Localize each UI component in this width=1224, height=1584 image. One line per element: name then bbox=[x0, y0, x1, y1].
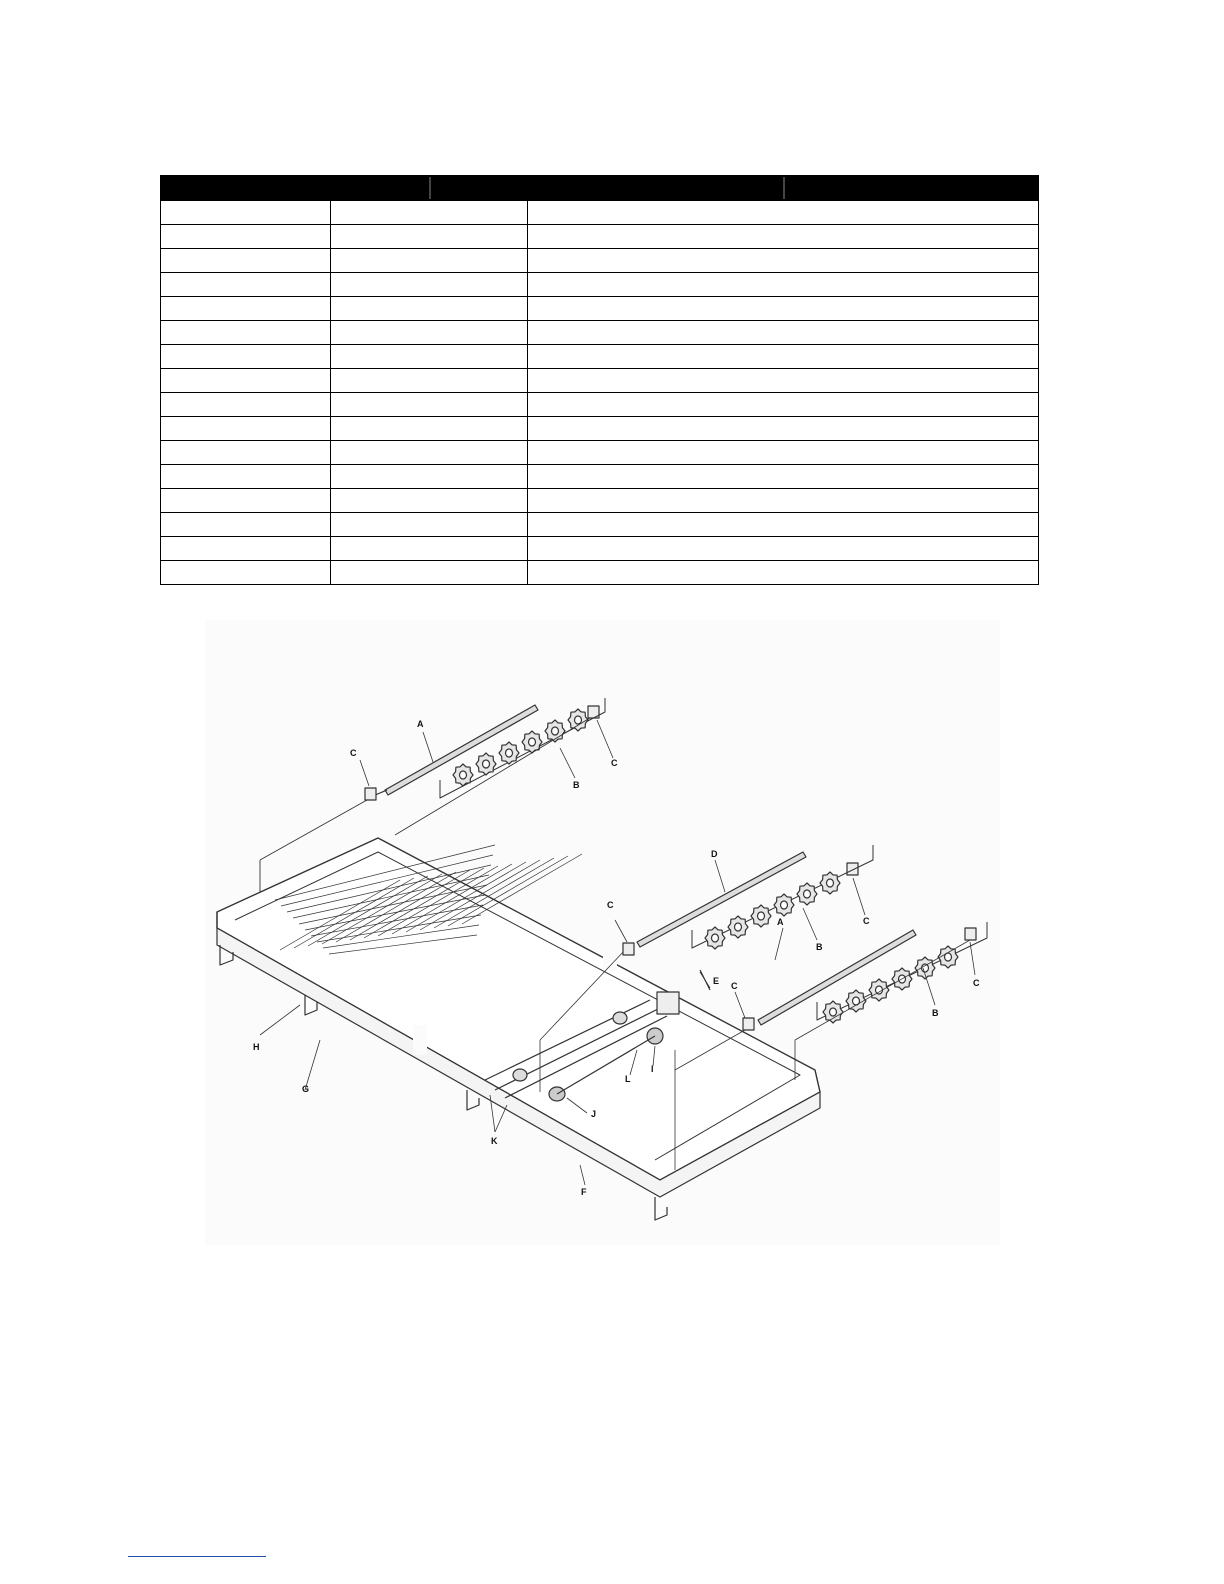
table-cell bbox=[161, 369, 331, 393]
table-cell bbox=[528, 249, 1039, 273]
table-row bbox=[161, 369, 1039, 393]
end-cap-c-right bbox=[847, 863, 858, 875]
callout-f: F bbox=[581, 1187, 587, 1197]
table-cell bbox=[161, 561, 331, 585]
gear-wheel bbox=[705, 927, 725, 949]
table-row bbox=[161, 513, 1039, 537]
callout-e: E bbox=[713, 976, 720, 986]
table-cell bbox=[161, 417, 331, 441]
table-cell bbox=[528, 513, 1039, 537]
table-cell bbox=[331, 249, 528, 273]
callout-c: C bbox=[973, 978, 980, 988]
table-cell bbox=[528, 369, 1039, 393]
gear-wheel bbox=[728, 916, 748, 938]
callout-c: C bbox=[863, 916, 870, 926]
column-separator bbox=[783, 177, 785, 199]
gear-wheel bbox=[823, 1001, 843, 1023]
table-header-row bbox=[161, 176, 1039, 201]
table-cell bbox=[161, 249, 331, 273]
table-cell bbox=[528, 441, 1039, 465]
table-row bbox=[161, 249, 1039, 273]
gear-wheel bbox=[774, 894, 794, 916]
table-cell bbox=[331, 489, 528, 513]
table-cell bbox=[161, 321, 331, 345]
table-row bbox=[161, 441, 1039, 465]
callout-k: K bbox=[491, 1136, 498, 1146]
header-cell-2 bbox=[331, 176, 528, 201]
end-cap-c-right bbox=[965, 928, 976, 940]
table-cell bbox=[331, 465, 528, 489]
table-cell bbox=[331, 441, 528, 465]
callout-g: G bbox=[302, 1084, 310, 1094]
callout-c: C bbox=[607, 900, 614, 910]
table-cell bbox=[161, 201, 331, 225]
callout-b: B bbox=[573, 780, 580, 790]
table-cell bbox=[331, 369, 528, 393]
callout-l: L bbox=[625, 1074, 631, 1084]
table-cell bbox=[528, 297, 1039, 321]
table-cell bbox=[528, 321, 1039, 345]
table-cell bbox=[161, 465, 331, 489]
table-cell bbox=[161, 441, 331, 465]
table-row bbox=[161, 465, 1039, 489]
table-cell bbox=[528, 537, 1039, 561]
footnote-separator bbox=[128, 1556, 266, 1557]
table-cell bbox=[528, 345, 1039, 369]
end-cap-c-left bbox=[743, 1018, 754, 1030]
table-row bbox=[161, 345, 1039, 369]
callout-a: A bbox=[777, 917, 784, 927]
table-cell bbox=[161, 225, 331, 249]
table-cell bbox=[331, 201, 528, 225]
table-cell bbox=[161, 297, 331, 321]
end-cap-c-left bbox=[623, 943, 634, 955]
table-cell bbox=[528, 393, 1039, 417]
callout-j: J bbox=[591, 1109, 597, 1119]
gear-row-mid bbox=[705, 872, 840, 949]
callout-b: B bbox=[816, 942, 823, 952]
table-row bbox=[161, 537, 1039, 561]
gear-wheel bbox=[568, 709, 588, 731]
header-cell-1 bbox=[161, 176, 331, 201]
header-cell-3 bbox=[528, 176, 1039, 201]
middle-rod-assembly bbox=[623, 845, 873, 955]
table-cell bbox=[331, 297, 528, 321]
cross-tube-bearing bbox=[513, 1069, 527, 1081]
callout-c: C bbox=[611, 758, 618, 768]
table-row bbox=[161, 321, 1039, 345]
table-cell bbox=[331, 225, 528, 249]
table-row bbox=[161, 561, 1039, 585]
gear-wheel bbox=[499, 742, 519, 764]
table-row bbox=[161, 489, 1039, 513]
cross-tube-bearing bbox=[613, 1012, 627, 1024]
table-cell bbox=[528, 273, 1039, 297]
end-cap-c-left bbox=[365, 788, 376, 800]
table-cell bbox=[331, 561, 528, 585]
table-cell bbox=[528, 561, 1039, 585]
table-cell bbox=[331, 321, 528, 345]
table-cell bbox=[331, 273, 528, 297]
table-cell bbox=[528, 201, 1039, 225]
table-row bbox=[161, 201, 1039, 225]
table-row bbox=[161, 273, 1039, 297]
gear-wheel bbox=[751, 905, 771, 927]
gear-wheel bbox=[869, 979, 889, 1001]
callout-b: B bbox=[932, 1008, 939, 1018]
gear-wheel bbox=[820, 872, 840, 894]
diagram-svg bbox=[205, 620, 1000, 1245]
table-row bbox=[161, 417, 1039, 441]
table-cell bbox=[331, 393, 528, 417]
table-cell bbox=[161, 345, 331, 369]
table-cell bbox=[331, 537, 528, 561]
table-cell bbox=[331, 417, 528, 441]
gear-wheel bbox=[453, 764, 473, 786]
table-row bbox=[161, 225, 1039, 249]
callout-c: C bbox=[350, 748, 357, 758]
table-cell bbox=[528, 489, 1039, 513]
frame-leg bbox=[655, 1197, 667, 1220]
table-cell bbox=[161, 393, 331, 417]
callout-d: D bbox=[711, 849, 718, 859]
table-cell bbox=[161, 513, 331, 537]
table-cell bbox=[528, 417, 1039, 441]
gear-wheel bbox=[476, 753, 496, 775]
bed-frame-exploded-diagram bbox=[205, 620, 1000, 1245]
gear-wheel bbox=[797, 883, 817, 905]
column-separator bbox=[429, 177, 431, 199]
callout-h: H bbox=[253, 1042, 260, 1052]
table-cell bbox=[528, 465, 1039, 489]
callout-a: A bbox=[417, 719, 424, 729]
table-cell bbox=[528, 225, 1039, 249]
parts-table bbox=[160, 175, 1039, 585]
table-cell bbox=[331, 513, 528, 537]
bracket-e bbox=[657, 992, 679, 1014]
gear-wheel bbox=[522, 731, 542, 753]
table-cell bbox=[161, 273, 331, 297]
table-cell bbox=[161, 537, 331, 561]
table-row bbox=[161, 297, 1039, 321]
gear-wheel bbox=[915, 957, 935, 979]
table-row bbox=[161, 393, 1039, 417]
callout-c: C bbox=[731, 981, 738, 991]
table-cell bbox=[161, 489, 331, 513]
callout-i: I bbox=[651, 1064, 654, 1074]
table-body bbox=[161, 201, 1039, 585]
table-cell bbox=[331, 345, 528, 369]
